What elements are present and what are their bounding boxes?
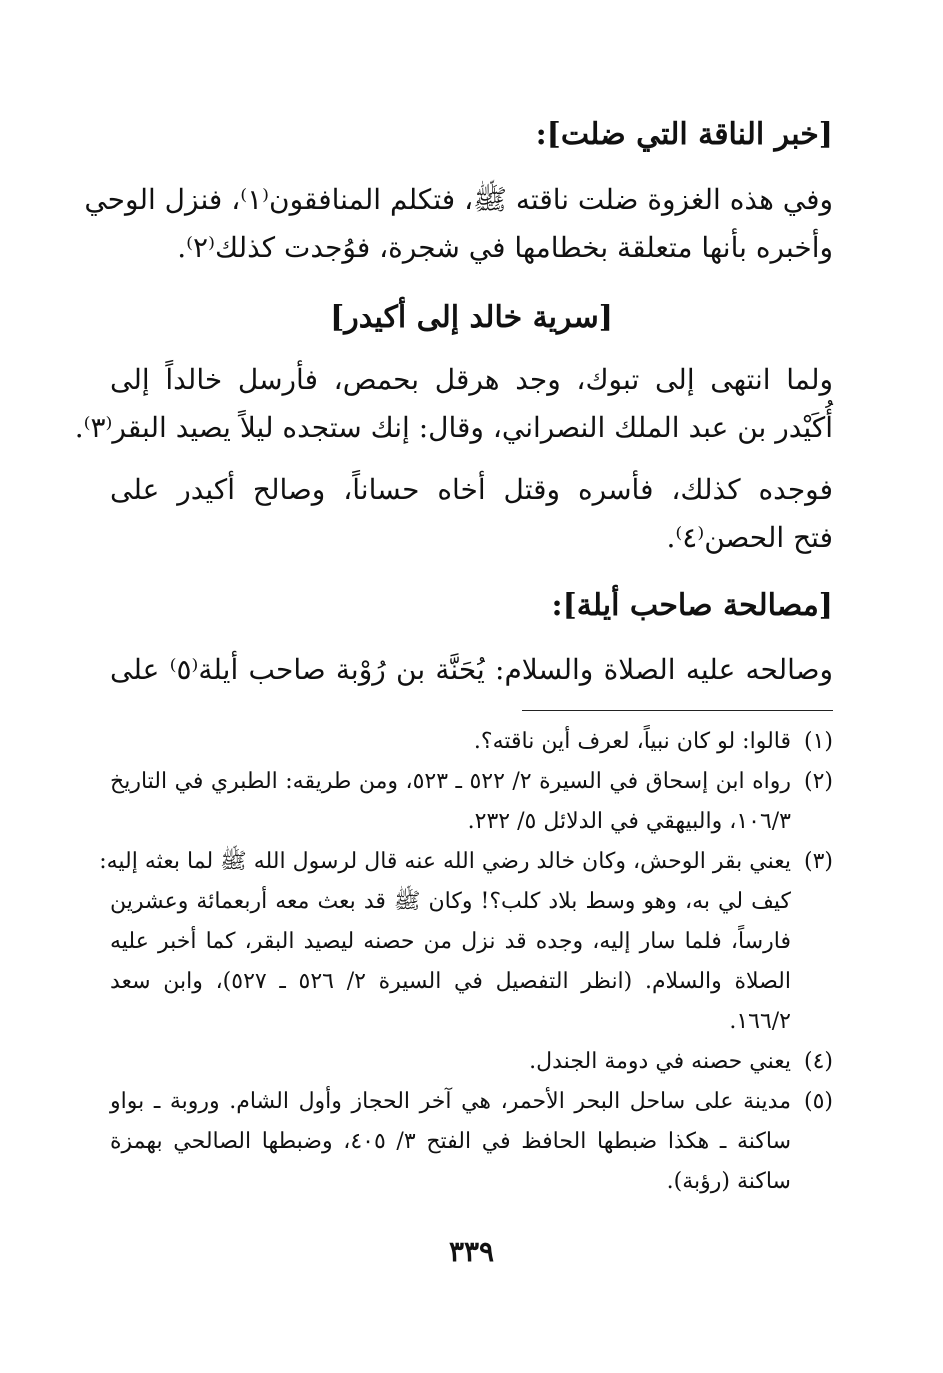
footnote-number: (١) <box>803 729 833 754</box>
section-heading-khalid-expedition: [سرية خالد إلى أكيدر] <box>330 300 613 335</box>
footnote-line: يعني حصنه في دومة الجندل. <box>529 1049 791 1074</box>
footnote-line: مدينة على ساحل البحر الأحمر، هي آخر الحجاز وأول الشام. وروبة ـ بواو <box>110 1089 791 1114</box>
footnote-number: (٣) <box>803 849 833 874</box>
footnote-line: ١٦٦/٢. <box>729 1009 791 1034</box>
footnote-number: (٥) <box>803 1089 833 1114</box>
paragraph-line: فتح الحصن⁽٤⁾. <box>666 521 833 554</box>
footnote-line: كيف لي به، وهو وسط بلاد كلب؟! وكان ﷺ قد بعث معه أربعمائة وعشرين <box>110 889 791 914</box>
paragraph-line: فوجده كذلك، فأسره وقتل أخاه حساناً، وصالح أكيدر على <box>110 473 833 506</box>
footnote-number: (٢) <box>803 769 833 794</box>
paragraph-lost-camel <box>84 176 833 272</box>
footnote-5 <box>110 1082 833 1202</box>
paragraph-khalid-expedition <box>74 356 834 452</box>
footnote-divider <box>522 710 833 711</box>
page-number: ٣٣٩ <box>448 1235 495 1268</box>
paragraph-line: ولما انتهى إلى تبوك، وجد هرقل بحمص، فأرسل خالداً إلى <box>110 363 834 396</box>
section-heading-ayla-treaty: [مصالحة صاحب أيلة]: <box>551 588 833 623</box>
footnote-line: يعني بقر الوحش، وكان خالد رضي الله عنه قال لرسول الله ﷺ لما بعثه إليه: <box>99 849 791 874</box>
section-heading-lost-camel: [خبر الناقة التي ضلت]: <box>535 117 833 152</box>
paragraph-ayla-treaty <box>110 646 833 694</box>
footnote-line: فارساً، فلما سار إليه، وجده قد نزل من حصنه ليصيد البقر، كما أخبر عليه <box>110 929 791 954</box>
paragraph-line: وصالحه عليه الصلاة والسلام: يُحَنَّة بن رُوْبة صاحب أيلة⁽٥⁾ على <box>110 653 833 686</box>
footnote-4 <box>110 1042 833 1082</box>
footnote-line: ١٠٦/٣، والبيهقي في الدلائل ٥/ ٢٣٢. <box>467 809 791 834</box>
footnote-number: (٤) <box>803 1049 833 1074</box>
paragraph-line: وفي هذه الغزوة ضلت ناقته ﷺ، فتكلم المنافقون⁽١⁾، فنزل الوحي <box>84 183 833 216</box>
paragraph-line: وأخبره بأنها متعلقة بخطامها في شجرة، فوُجدت كذلك⁽٢⁾. <box>177 231 833 264</box>
footnote-3 <box>99 842 833 1042</box>
paragraph-ukaydir-capture <box>110 466 833 562</box>
footnote-2 <box>110 762 833 842</box>
paragraph-line: أُكَيْدر بن عبد الملك النصراني، وقال: إنك ستجده ليلاً يصيد البقر⁽٣⁾. <box>74 411 833 444</box>
footnote-line: الصلاة والسلام. (انظر التفصيل في السيرة ٢/ ٥٢٦ ـ ٥٢٧)، وابن سعد <box>110 969 791 994</box>
footnote-line: ساكنة ـ هكذا ضبطها الحافظ في الفتح ٣/ ٤٠٥، وضبطها الصالحي بهمزة <box>110 1129 792 1154</box>
footnote-line: ساكنة (رؤبة). <box>666 1169 791 1194</box>
footnote-line: قالوا: لو كان نبياً، لعرف أين ناقته؟. <box>473 729 791 754</box>
footnote-line: رواه ابن إسحاق في السيرة ٢/ ٥٢٢ ـ ٥٢٣، ومن طريقه: الطبري في التاريخ <box>110 769 792 794</box>
footnote-1 <box>110 722 833 762</box>
